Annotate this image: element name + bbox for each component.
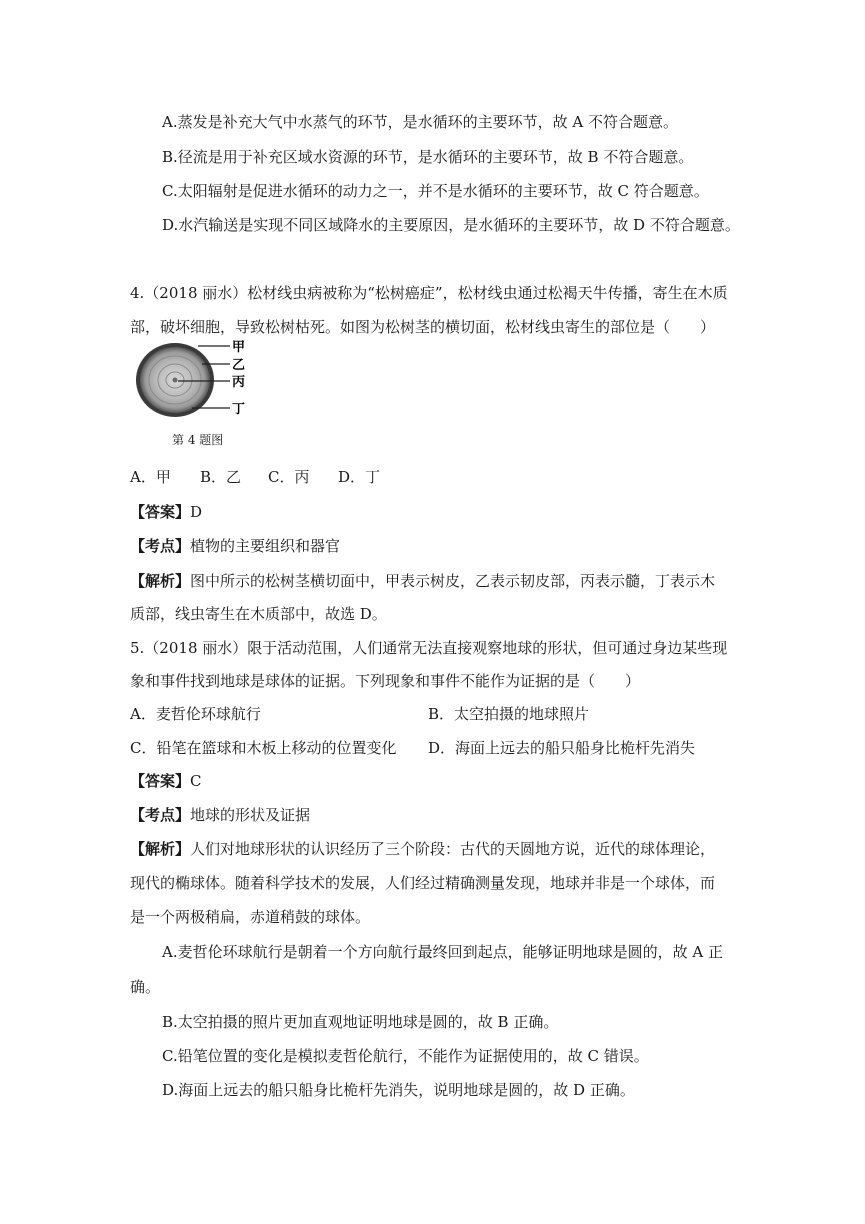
q5-option-d: D．海面上远去的船只船身比桅杆先消失 (428, 739, 696, 757)
q4-analysis-tag: 【解析】 (130, 572, 191, 590)
q4-stem-line1: 4.（2018 丽水）松材线虫病被称为“松树癌症”，松材线虫通过松褐天牛传播，寄生在木质 (130, 284, 728, 302)
q4-stem-line2: 部，破坏细胞，导致松树枯死。如图为松树茎的横切面，松材线虫寄生的部位是（ ） (130, 318, 716, 336)
q3-analysis-d: D.水汽输送是实现不同区域降水的主要原因，是水循环的主要环节，故 D 不符合题意。 (162, 216, 740, 234)
pine-stem-diagram (130, 338, 250, 428)
q4-option-b: B．乙 (200, 468, 242, 486)
q4-option-a: A．甲 (130, 468, 171, 486)
q3-analysis-a: A.蒸发是补充大气中水蒸气的环节，是水循环的主要环节，故 A 不符合题意。 (162, 113, 678, 131)
q4-analysis-line2: 质部，线虫寄生在木质部中，故选 D。 (130, 605, 387, 623)
q4-analysis-line1 (130, 571, 715, 591)
label-ding: 丁 (232, 402, 246, 417)
q5-answer-tag: 【答案】 (130, 772, 191, 790)
q5-point-tag: 【考点】 (130, 806, 191, 824)
q5-analysis-a-line2: 确。 (130, 978, 161, 996)
q5-answer (130, 771, 202, 791)
q5-point (130, 805, 310, 825)
label-yi: 乙 (232, 358, 246, 373)
q4-option-d: D．丁 (338, 468, 381, 486)
q4-analysis-text1: 图中所示的松树茎横切面中，甲表示树皮，乙表示韧皮部，丙表示髓，丁表示木 (190, 572, 716, 590)
q4-answer (130, 502, 202, 522)
q5-analysis-text1: 人们对地球形状的认识经历了三个阶段：古代的天圆地方说，近代的球体理论， (190, 840, 716, 858)
q5-analysis-a-line1: A.麦哲伦环球航行是朝着一个方向航行最终回到起点，能够证明地球是圆的，故 A 正 (162, 943, 723, 961)
q4-point (130, 536, 340, 556)
figure-caption: 第 4 题图 (172, 433, 224, 447)
q4-option-c: C．丙 (268, 468, 310, 486)
q5-point-value: 地球的形状及证据 (190, 806, 311, 824)
pine-stem-cross-section-figure (130, 338, 250, 428)
q5-option-c: C．铅笔在篮球和木板上移动的位置变化 (130, 739, 397, 757)
q5-analysis-c: C.铅笔位置的变化是模拟麦哲伦航行，不能作为证据使用的，故 C 错误。 (162, 1047, 649, 1065)
q5-analysis-line3: 是一个两极稍扁，赤道稍鼓的球体。 (130, 908, 371, 926)
q5-analysis-tag: 【解析】 (130, 840, 191, 858)
q5-analysis-line1 (130, 839, 715, 859)
label-bing: 丙 (232, 375, 246, 390)
q4-answer-tag: 【答案】 (130, 503, 191, 521)
q5-option-a: A．麦哲伦环球航行 (130, 705, 261, 723)
q5-analysis-line2: 现代的椭球体。随着科学技术的发展，人们经过精确测量发现，地球并非是一个球体，而 (130, 874, 716, 892)
q3-analysis-b: B.径流是用于补充区域水资源的环节，是水循环的主要环节，故 B 不符合题意。 (162, 148, 694, 166)
q5-analysis-d: D.海面上远去的船只船身比桅杆先消失，说明地球是圆的，故 D 正确。 (162, 1081, 635, 1099)
q4-point-tag: 【考点】 (130, 537, 191, 555)
q4-answer-value: D (190, 503, 203, 521)
q3-analysis-c: C.太阳辐射是促进水循环的动力之一，并不是水循环的主要环节，故 C 符合题意。 (162, 182, 709, 200)
q5-answer-value: C (190, 772, 202, 790)
q5-stem-line1: 5.（2018 丽水）限于活动范围，人们通常无法直接观察地球的形状，但可通过身边某些现 (130, 639, 728, 657)
q4-point-value: 植物的主要组织和器官 (190, 537, 341, 555)
q5-stem-line2: 象和事件找到地球是球体的证据。下列现象和事件不能作为证据的是（ ） (130, 672, 641, 690)
q5-analysis-b: B.太空拍摄的照片更加直观地证明地球是圆的，故 B 正确。 (162, 1013, 559, 1031)
q5-option-b: B．太空拍摄的地球照片 (428, 705, 590, 723)
pith-center (173, 378, 178, 383)
label-jia: 甲 (232, 340, 246, 355)
